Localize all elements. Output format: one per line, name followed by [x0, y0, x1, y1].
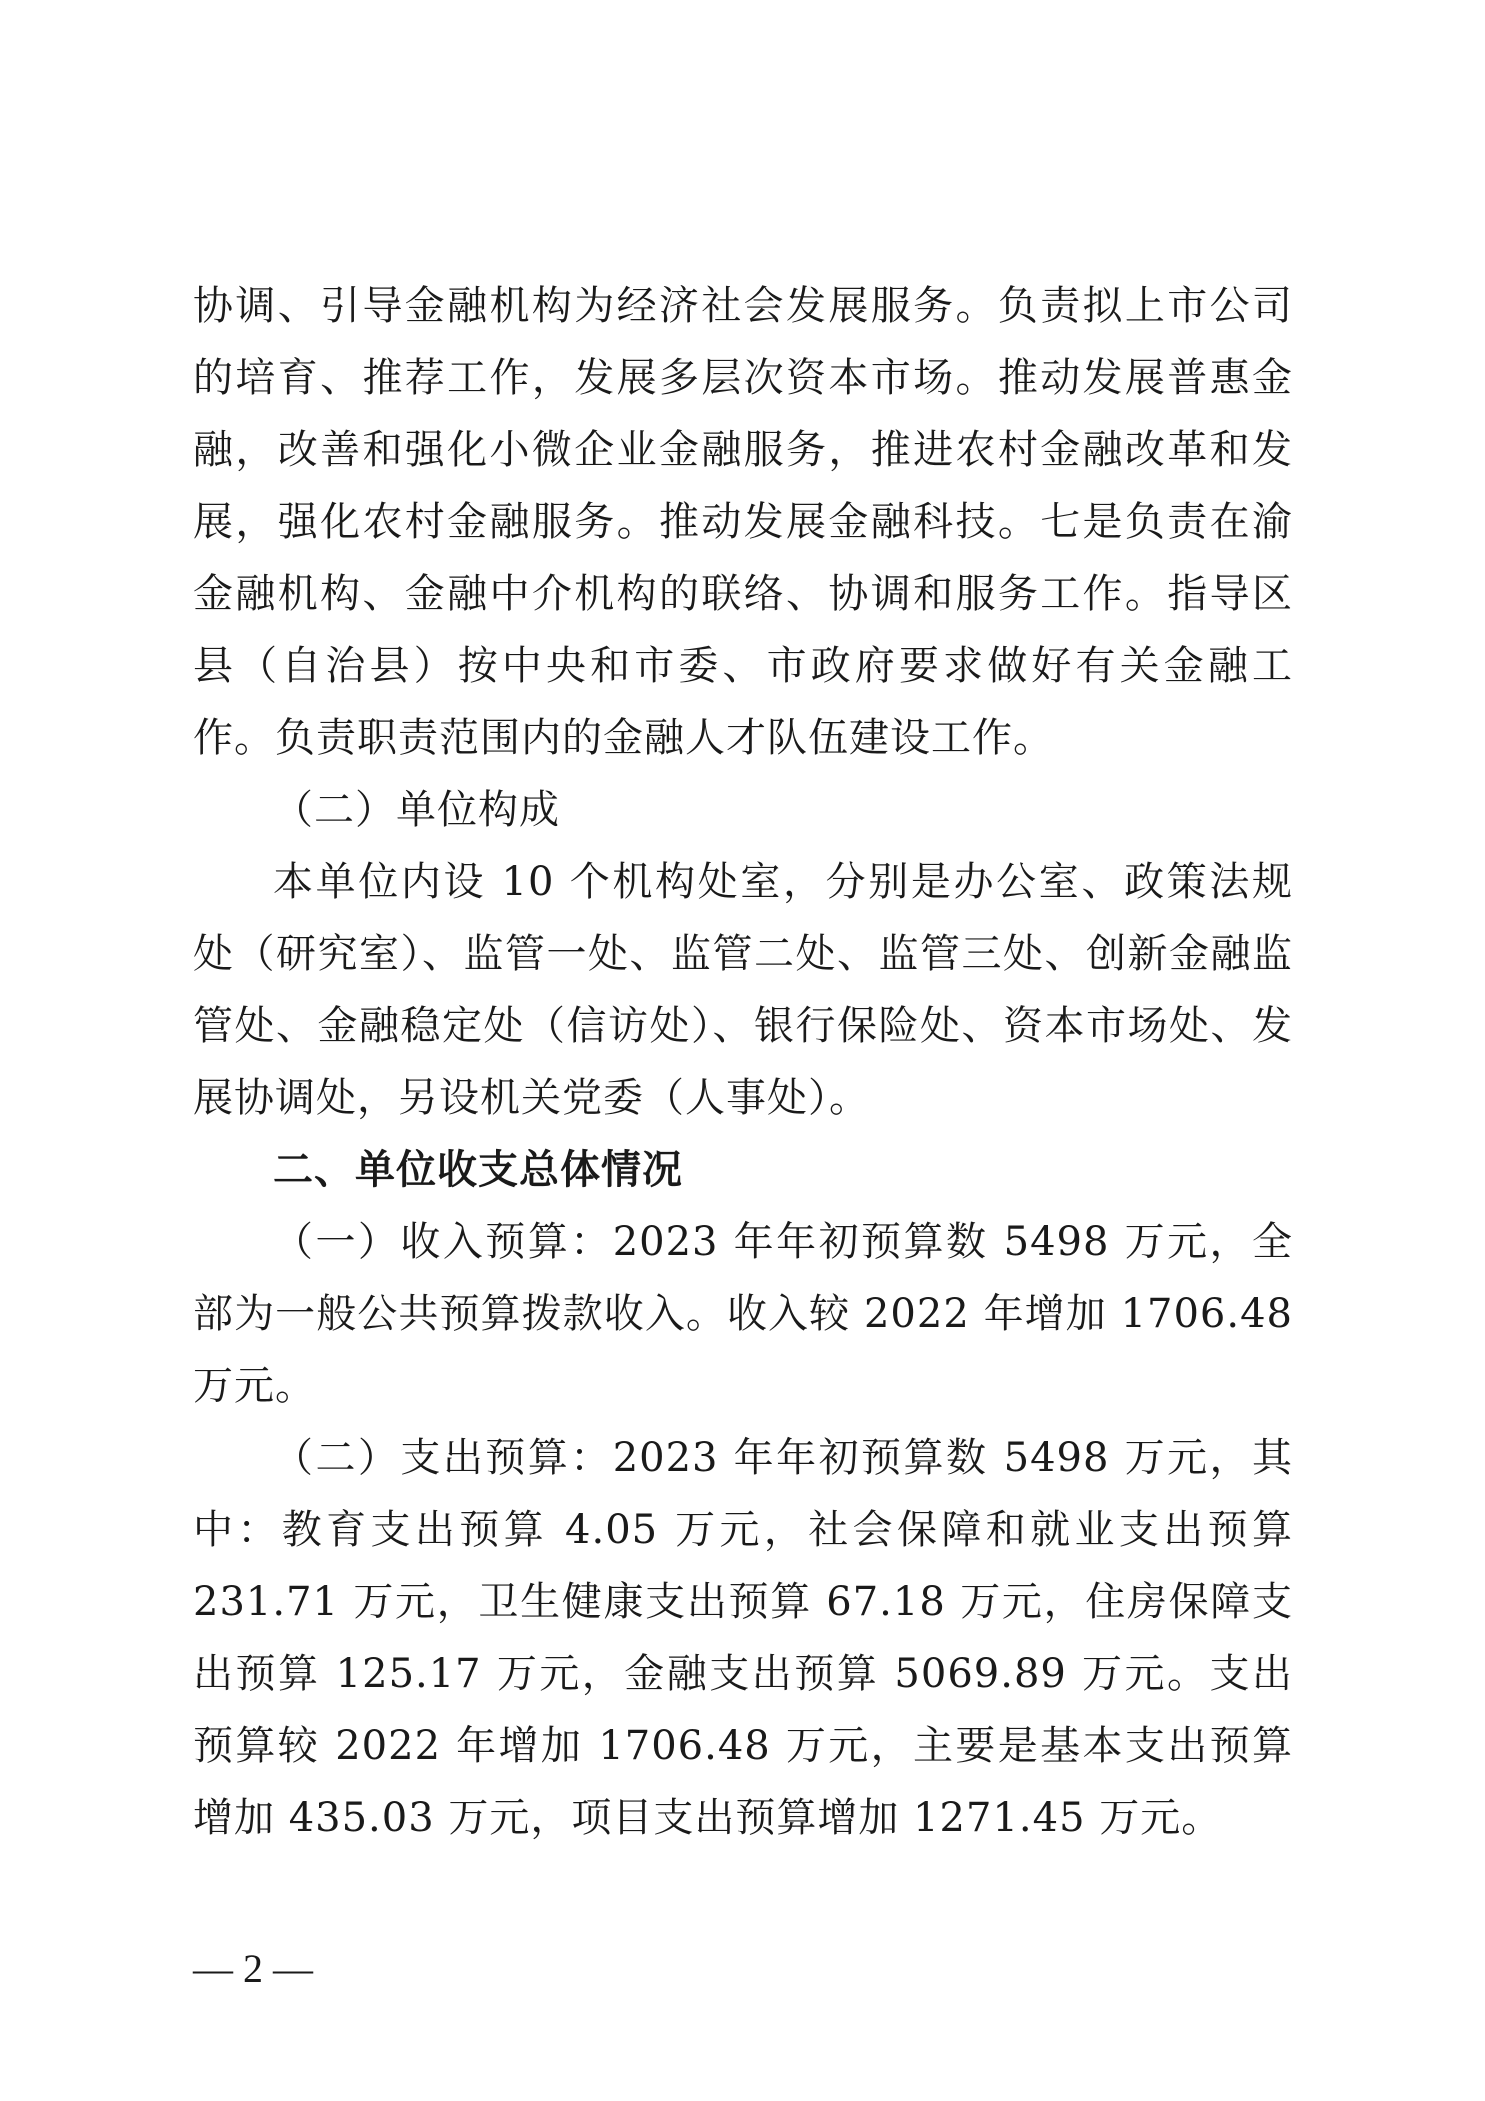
- section-heading-budget-overview: 二、单位收支总体情况: [273, 1147, 683, 1193]
- paragraph-unit-composition: 本单位内设 10 个机构处室，分别是办公室、政策法规处（研究室）、监管一处、监管二处、监管三处、创新金融监管处、金融稳定处（信访处）、银行保险处、资本市场处、发展协调处，另设机关党委（人事处）。: [193, 859, 1293, 1121]
- paragraph-expenditure-budget: （二）支出预算：2023 年年初预算数 5498 万元，其中：教育支出预算 4.05 万元，社会保障和就业支出预算 231.71 万元，卫生健康支出预算 67.18 万元，住房保障支出预算 125.17 万元，金融支出预算 5069.89 万元。支出预算较 2022 年增加 1706.48 万元，主要是基本支出预算增加 435.03 万元，项目支出预算增加 1271.45 万元。: [193, 1435, 1293, 1841]
- paragraph-duties-continued: 协调、引导金融机构为经济社会发展服务。负责拟上市公司的培育、推荐工作，发展多层次资本市场。推动发展普惠金融，改善和强化小微企业金融服务，推进农村金融改革和发展，强化农村金融服务。推动发展金融科技。七是负责在渝金融机构、金融中介机构的联络、协调和服务工作。指导区县（自治县）按中央和市委、市政府要求做好有关金融工作。负责职责范围内的金融人才队伍建设工作。: [193, 283, 1293, 761]
- document-body: [193, 270, 1293, 1854]
- section-heading-unit-composition: （二）单位构成: [273, 787, 560, 833]
- paragraph-income-budget: （一）收入预算：2023 年年初预算数 5498 万元，全部为一般公共预算拨款收入。收入较 2022 年增加 1706.48 万元。: [193, 1219, 1293, 1409]
- page-number: — 2 —: [193, 1946, 313, 1991]
